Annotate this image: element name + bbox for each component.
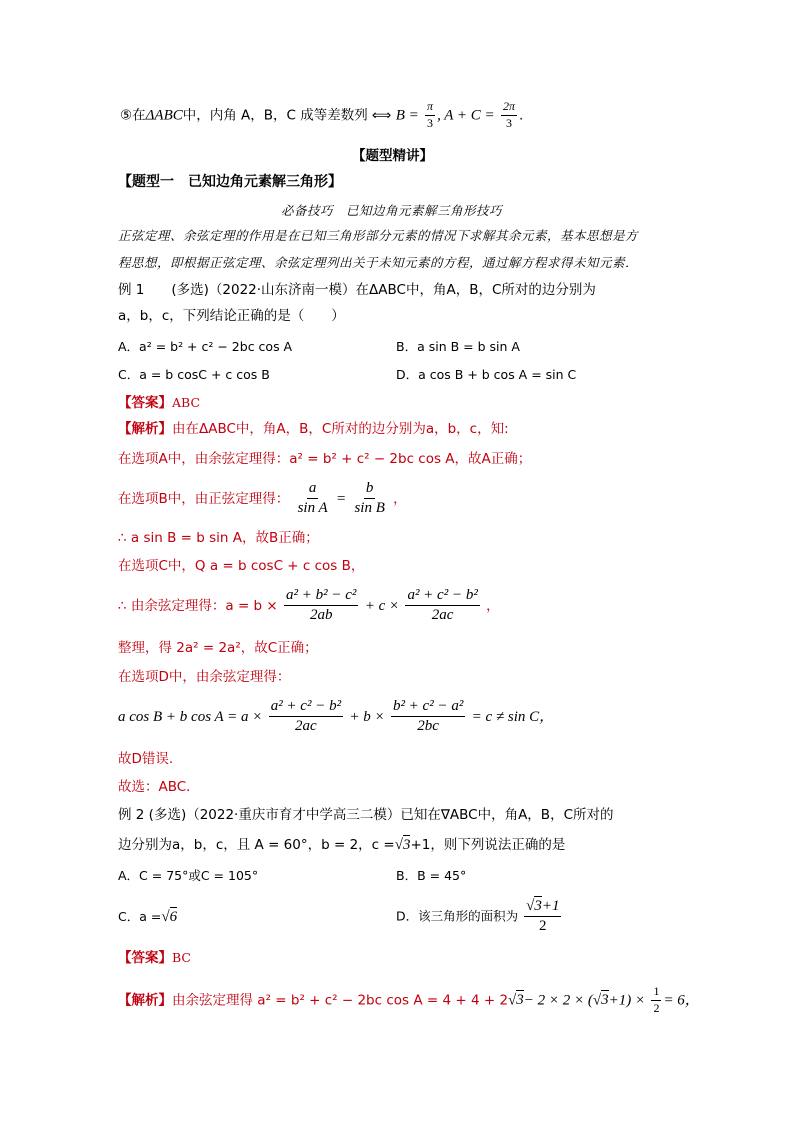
one-half: $\frac{1}{2}$ (653, 984, 660, 1015)
q2-post: +1，则下列说法正确的是 (410, 837, 566, 853)
ex1-analysis-line-8: 在选项D中，由余弦定理得： (118, 669, 291, 685)
area-plus-one: +1 (541, 898, 560, 914)
ex1-option-d: D．a cos B + b cos A = sin C (396, 367, 577, 382)
option-c-prefix: C．a = (118, 909, 162, 924)
answer-value: BC (172, 950, 191, 965)
comma: ， (486, 597, 500, 614)
ex1-option-b: B．a sin B = b sin A (396, 339, 520, 354)
a-plus-c: , A + C = (437, 107, 495, 124)
ex1-analysis-line-1 (118, 421, 509, 437)
ex1-option-c: C．a = b cosC + c cos B (118, 367, 270, 382)
b-equals: B = (395, 107, 419, 124)
skill-body-line-1: 正弦定理、余弦定理的作用是在已知三角形部分元素的情况下求解其余元素，基本思想是方 (118, 228, 639, 243)
area-root: 3 (534, 898, 542, 914)
analysis-label: 【解析】 (118, 421, 172, 437)
analysis-label: 【解析】 (118, 992, 172, 1009)
type-heading: 【题型一 已知边角元素解三角形】 (118, 174, 342, 190)
sqrt-3-a: √3 (508, 992, 524, 1009)
analysis-post: = 6， (663, 992, 700, 1009)
sqrt-3: √3 (394, 837, 411, 853)
cos-b-fraction: $\frac{\text{a² + c² − b²}}{2ac}$ (407, 587, 478, 624)
ex1-analysis-line-7: 整理，得 2a² = 2a²，故C正确； (118, 640, 318, 656)
equals-sign: = (336, 490, 347, 507)
ex1-analysis-line-11: 故选：ABC． (118, 779, 200, 795)
ex1-analysis-line-5: 在选项C中，Q a = b cosC + c cos B， (118, 558, 365, 574)
ex1-analysis-line-10: 故D错误. (118, 751, 174, 767)
sqrt-3-b: √3 (592, 992, 609, 1009)
q2-prefix: 边分别为a，b，c，且 A = 60°，b = 2，c = (118, 837, 395, 853)
answer-label: 【答案】 (118, 395, 172, 411)
ex2-analysis-line-1 (118, 985, 700, 1016)
ex1-option-a: A．a² = b² + c² − 2bc cos A (118, 339, 293, 354)
a-over-sin-a: $\frac{a}{\text{sin A}}$ (297, 480, 328, 517)
ex1-analysis-line-6 (118, 587, 500, 625)
ex2-question-line-2 (118, 836, 565, 854)
answer-value: ABC (172, 395, 201, 410)
line3-prefix: 在选项B中，由正弦定理得： (118, 490, 290, 507)
skill-body-line-2: 程思想，即根据正弦定理、余弦定理列出关于未知元素的方程，通过解方程求得未知元素． (118, 255, 639, 270)
ex2-option-a: A．C = 75°或C = 105° (118, 868, 259, 883)
ex2-option-d (396, 898, 563, 936)
line9-post: = c ≠ sin C， (471, 708, 555, 725)
pi-over-three: $\frac{\pi}{3}$ (427, 99, 434, 130)
ex2-question-line-1: 例 2 (多选)（2022·重庆市育才中学高三二模）已知在∇ABC中，角A，B，C所对的 (118, 807, 614, 823)
line9-prefix: a cos B + b cos A = a × (118, 708, 263, 725)
line6-mid: + c × (364, 597, 400, 614)
analysis-prefix: 由余弦定理得 a² = b² + c² − 2bc cos A = 4 + 4 + 2 (172, 992, 509, 1009)
ex2-answer (118, 950, 191, 966)
statement-end: . (519, 107, 524, 124)
two-pi-over-three: $\frac{2\pi}{3}$ (502, 99, 515, 130)
area-fraction: $\frac{√3+1}{2}$ (526, 898, 560, 935)
statement-prefix: ⑤在 (120, 107, 146, 124)
cos-a-fraction: $\frac{\text{b² + c² − a²}}{2bc}$ (392, 698, 464, 735)
cos-c-fraction: $\frac{\text{a² + b² − c²}}{2ab}$ (286, 587, 357, 624)
sqrt-6: √6 (161, 909, 178, 925)
ex1-question-line-1: 例 1 (多选)（2022·山东济南一模）在ΔABC中，角A，B，C所对的边分别为 (118, 282, 596, 298)
ex2-option-b: B．B = 45° (396, 868, 467, 883)
b-over-sin-b: $\frac{b}{\text{sin B}}$ (354, 480, 385, 517)
option-d-prefix: D．该三角形的面积为 (396, 908, 519, 924)
comma: ， (393, 490, 407, 507)
statement-middle: 中，内角 A，B，C 成等差数列 ⟺ (182, 107, 396, 124)
ex1-answer (118, 395, 200, 411)
ex2-option-c (118, 908, 177, 926)
ex1-analysis-line-3 (118, 480, 407, 518)
analysis-text: 由在ΔABC中，角A，B，C所对的边分别为a，b，c，知: (172, 421, 509, 437)
ex1-analysis-line-2: 在选项A中，由余弦定理得：a² = b² + c² − 2bc cos A，故A正确； (118, 451, 532, 467)
equal-difference-statement (120, 100, 523, 131)
ex1-analysis-line-4: ∴ a sin B = b sin A，故B正确； (118, 530, 319, 546)
ex1-question-line-2: a，b，c，下列结论正确的是（ ） (118, 308, 345, 324)
answer-label: 【答案】 (118, 950, 172, 966)
line6-prefix: ∴ 由余弦定理得：a = b × (118, 597, 278, 614)
ex1-analysis-line-9 (118, 698, 554, 736)
line9-mid: + b × (349, 708, 385, 725)
section-heading: 【题型精讲】 (352, 148, 433, 164)
triangle-symbol: ΔABC (145, 107, 183, 124)
analysis-mid2: +1) × (608, 992, 646, 1009)
skill-title: 必备技巧 已知边角元素解三角形技巧 (281, 203, 503, 218)
cos-b-fraction-2: $\frac{\text{a² + c² − b²}}{2ac}$ (270, 698, 342, 735)
analysis-mid: − 2 × 2 × ( (523, 992, 593, 1009)
